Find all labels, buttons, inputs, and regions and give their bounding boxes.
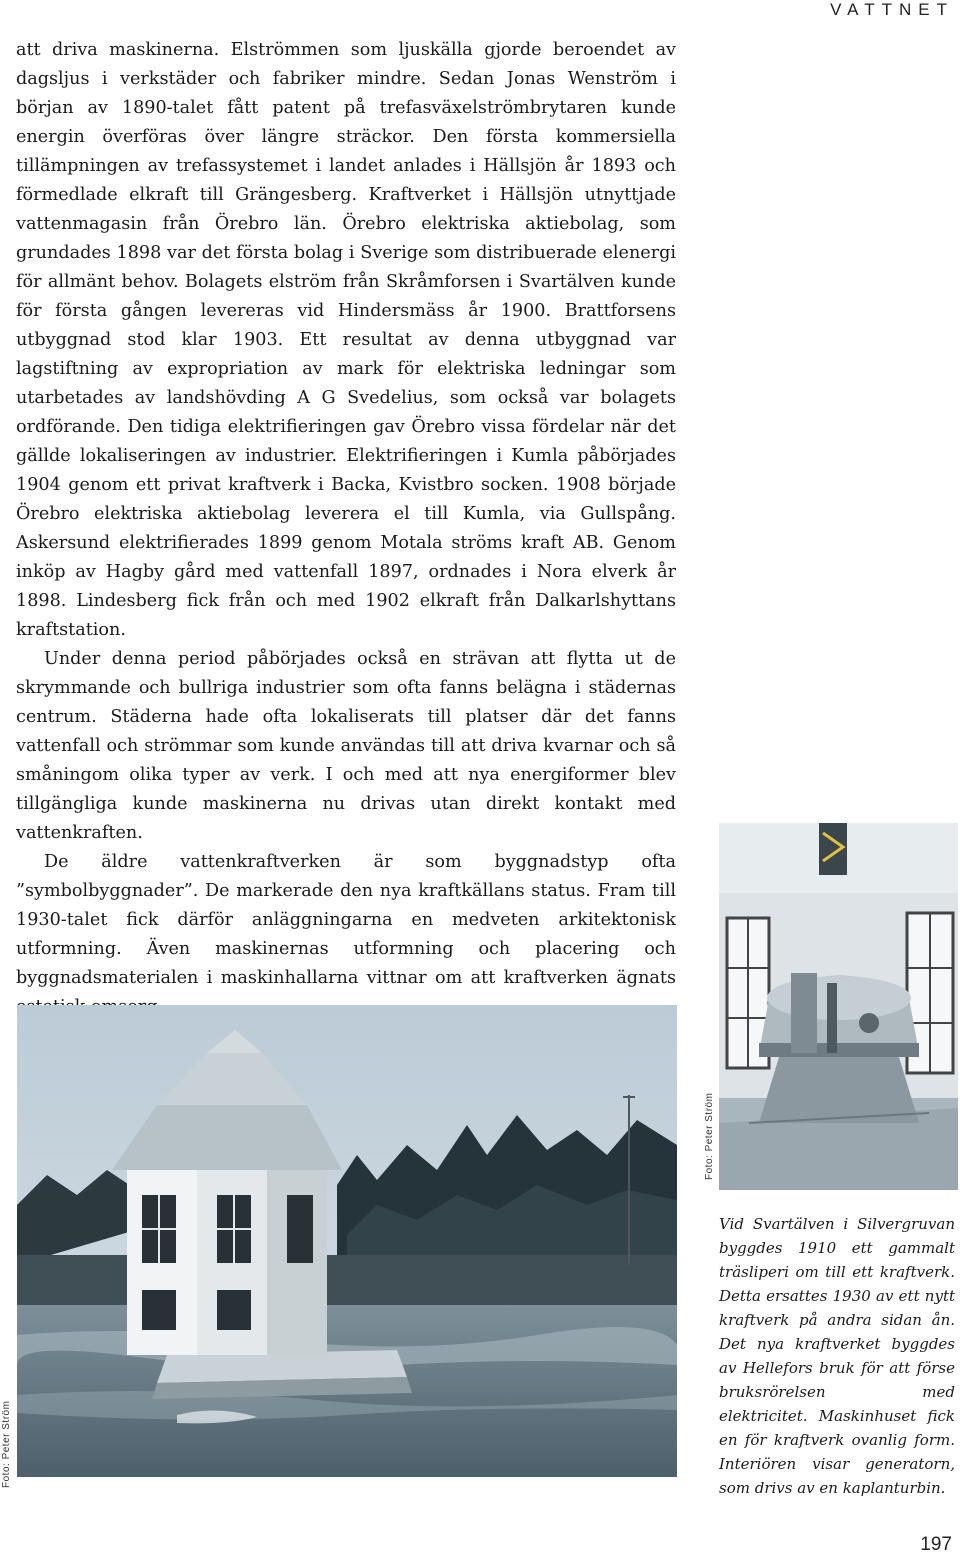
page-number: 197 xyxy=(920,1534,952,1555)
section-header: VATTNET xyxy=(830,0,954,19)
paragraph: De äldre vattenkraftverken är som byggnadstyp ofta ”symbolbyggnader”. De markerade den nya kraftkällans status. Fram till 1930-talet fick därför anläggningarna en medveten arkitektonisk utformning. Även maskinernas utformning och placering och byggnadsmaterialen i maskinhallarna vittnar om att kraftverken ägnats xyxy=(16,852,676,988)
body-text xyxy=(16,36,676,1022)
photo-caption: Vid Svartälven i Silvergruvan byggdes 1910 ett gammalt träsliperi om till ett kraftverk. Detta ersattes 1930 av ett nytt kraftverk på andra sidan ån. Det nya kraftverket byggdes av Hellefors bruk för att förse bruksrörelsen med elektricitet. Maskinhuset fick en för kraftverk ovanlig form. Interiören visar generatorn, som drivs av en kaplanturbin. xyxy=(719,1215,955,1497)
photo-credit-interior: Foto: Peter Ström xyxy=(704,1092,715,1180)
power-station-exterior-photo xyxy=(17,1005,677,1477)
photo-illustration xyxy=(17,1005,677,1477)
paragraph: att driva maskinerna. Elströmmen som ljuskälla gjorde beroendet av dagsljus i verkstäder och fabriker mindre. Sedan Jonas Wenström i början av 1890-talet fått patent på trefasväxelströmbrytaren kunde energin överföras över längre sträckor. Den första kommersiella tillämpningen av trefassystemet i landet anlades i Hällsjön år 1893 och förmedlade elkraft till Grängesberg. Kraftverket i Hällsjön utnyttjade vattenmagasin från Örebro län. Örebro elektriska aktiebolag, som grundades 1898 var det första bolag i Sverige som distribuerade elenergi för allmänt behov. Bolagets elström från Skråmforsen i Svartälven kunde för första gången levereras vid Hindersmäss år 1900. Brattforsens utbyggnad stod klar 1903. Ett resultat av denna utbyggnad var lagstiftning av expropriation av mark för elektriska ledningar som utarbetades av landshövding A G Svedelius, som också var bolagets ordförande. Den tidiga elektrifieringen gav Örebro vissa fördelar när det gällde lokaliseringen av industrier. Elektrifieringen i Kumla påbörjades 1904 genom ett privat kraftverk i Backa, Kvistbro socken. 1908 började Örebro elektriska aktiebolag leverera el till Kumla, via Gullspång. Askersund elektrifierades 1899 genom Motala ströms kraft AB. Genom inköp av Hagby gård med vattenfall 1897, ordnades i Nora elverk år 1898. Lindesberg fick från och med 1902 elkraft från Dalkarlshyttans kraftstation. xyxy=(16,40,676,640)
generator-hall-interior-photo xyxy=(719,823,958,1190)
photo-illustration xyxy=(719,823,958,1190)
photo-credit-exterior: Foto: Peter Ström xyxy=(1,1400,12,1488)
paragraph: Under denna period påbörjades också en strävan att flytta ut de skrymmande och bullriga industrier som ofta fanns belägna i städernas centrum. Städerna hade ofta lokaliserats till platser där det fanns vattenfall och strömmar som kunde användas till att driva kvarnar och så småningom olika typer av verk. I och med att nya energiformer blev tillgängliga kunde maskinerna nu drivas utan direkt kontakt med vattenkraften. xyxy=(16,649,676,843)
